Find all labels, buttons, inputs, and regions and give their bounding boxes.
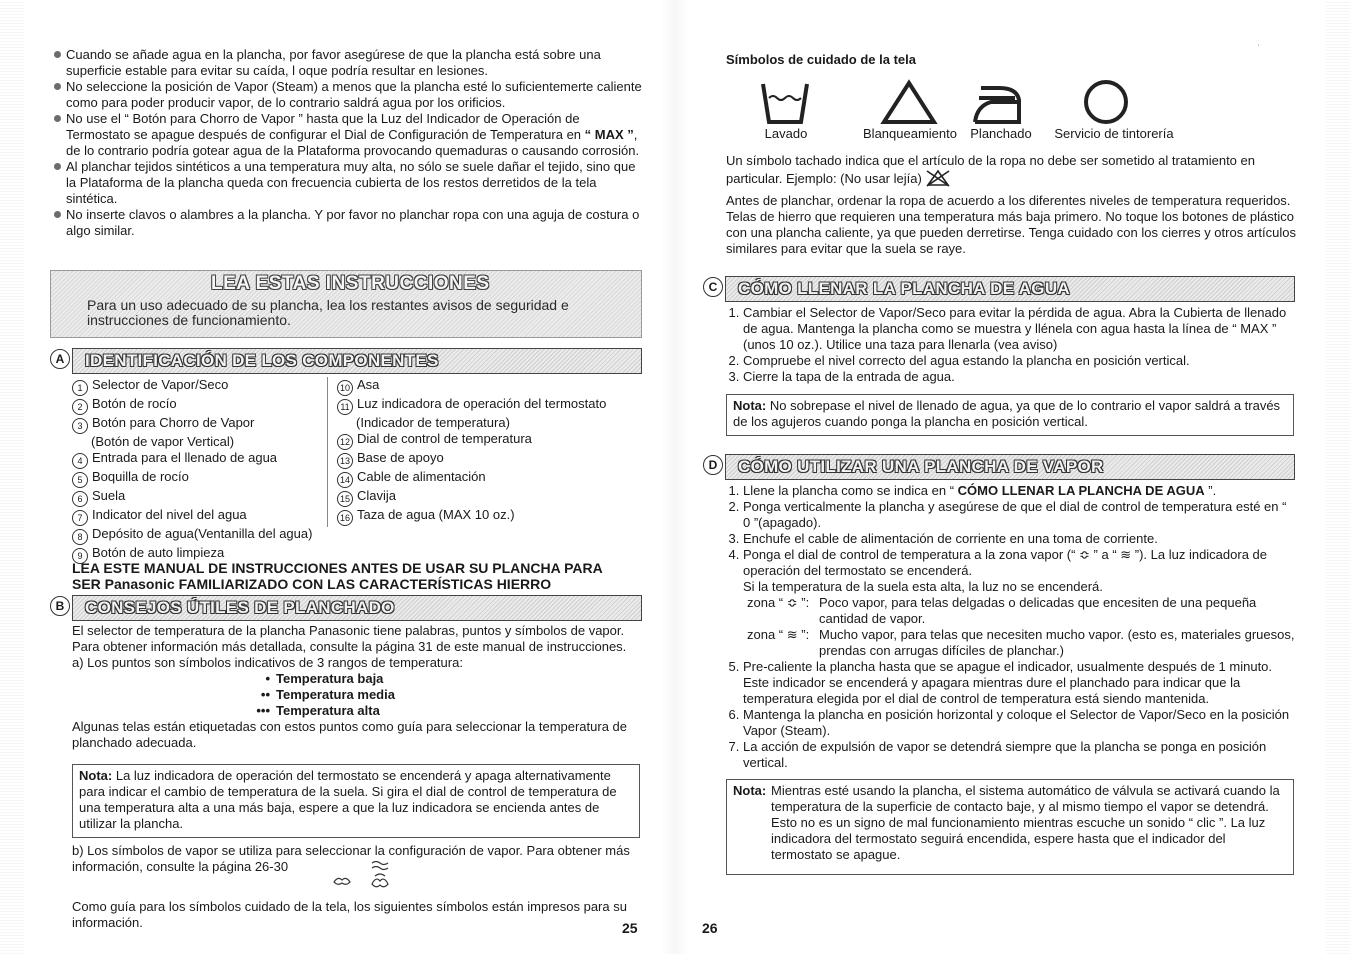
component-label: Base de apoyo (357, 450, 444, 465)
note-label: Nota: (733, 783, 767, 798)
component-label: Suela (92, 488, 126, 503)
step-item: 2. Ponga verticalmente la plancha y asegúrese de que el dial de control de temperatura esté en “ 0 ”(apagado). (743, 499, 1297, 531)
dots-icon: ••• (256, 703, 270, 718)
care-label: Planchado (970, 126, 1032, 141)
step-item: 7. La acción de expulsión de vapor se detendrá siempre que la plancha se ponga en posición vertical. (743, 739, 1297, 771)
bullet-dot-icon (54, 83, 61, 90)
bullet-text: , de lo contrario podría gotear agua de la Plataforma provocando quemaduras o causando corrosión. (66, 127, 640, 158)
note-text: Mientras esté usando la plancha, el sistema automático de válvula se activará cuando la temperatura de la superficie de contacto baje, y al mismo tiempo el vapor se detendrá. Esto no es un signo de mal funcionamiento mientras escuche un sonido “ clic ”. La luz indicadora del termostato seguirá encendida, espere hasta que el indicador del termostato se apague. (771, 783, 1280, 862)
section-b-title: CONSEJOS ÚTILES DE PLANCHADO (85, 598, 395, 617)
component-label: Boquilla de rocío (92, 469, 189, 484)
component-item (337, 450, 637, 469)
component-item (72, 507, 332, 526)
step-text: 4. Ponga el dial de control de temperatura a la zona vapor (“ ≎ ” a “ ≋ ”). La luz indicadora de operación del termostato se encenderá. (743, 547, 1268, 578)
step-item: 2. Compruebe el nivel correcto del agua estando la plancha en posición vertical. (743, 353, 1295, 369)
component-item (72, 450, 332, 469)
section-b-header (72, 595, 642, 621)
paragraph: Para obtener información más detallada, consulte la página 31 de este manual de instrucciones. (72, 639, 627, 654)
components-list-1 (72, 377, 332, 564)
temperature-label: Temperatura media (276, 687, 395, 702)
dots-icon: •• (260, 687, 270, 702)
care-explanation (726, 152, 1296, 187)
step-item: 3. Cierre la tapa de la entrada de agua. (743, 369, 1295, 385)
temperature-list (242, 671, 642, 719)
component-item (72, 488, 332, 507)
section-c-header (725, 276, 1295, 302)
section-c-marker: C (703, 277, 723, 297)
care-label: Servicio de tintorería (1054, 126, 1174, 141)
section-a-header (72, 348, 642, 374)
number-badge: 5 (72, 472, 88, 488)
section-d-note (726, 779, 1294, 875)
component-label: Botón para Chorro de Vapor (92, 415, 255, 430)
temperature-label: Temperatura alta (276, 703, 380, 718)
bullet-dot-icon (54, 51, 61, 58)
bullet-text: Cuando se añade agua en la plancha, por favor asegúrese de que la plancha está sobre una superficie estable para evitar su caída, l oque podría resultar en lesiones. (66, 47, 601, 78)
step-item: 5. Pre-caliente la plancha hasta que se apague el indicador, usualmente después de 1 minuto. Este indicador se encenderá y apagara mientras dure el planchado para indicar que la temperatura elegida por el dial de control de temperatura está siendo mantenida. (743, 659, 1297, 707)
components-list-2 (337, 377, 637, 526)
sorting-advice (726, 193, 1298, 257)
section-d-header (725, 454, 1295, 480)
step-item: 6. Mantenga la plancha en posición horizontal y coloque el Selector de Vapor/Seco en la posición Vapor (Steam). (743, 707, 1297, 739)
bullet-item (52, 79, 644, 111)
banner-title: LEA ESTAS INSTRUCCIONES (211, 273, 490, 294)
zone-row (743, 627, 1297, 659)
component-item (337, 507, 637, 526)
component-label: Cable de alimentación (357, 469, 486, 484)
component-item (337, 415, 637, 431)
steam-symbol-icon (332, 860, 402, 890)
paragraph: Un símbolo tachado indica que el artículo de la ropa no debe ser sometido al tratamiento en particular. Ejemplo: (No usar lejía) (726, 153, 1255, 186)
page-number-right: 26 (702, 920, 718, 936)
safety-bullets (52, 47, 644, 239)
temperature-item (242, 703, 642, 719)
bullet-dot-icon (54, 163, 61, 170)
bullet-item (52, 207, 644, 239)
zone-text: Mucho vapor, para telas que necesiten mucho vapor. (esto es, materiales gruesos, prendas con arrugas difíciles de planchar.) (819, 627, 1295, 658)
section-c-title: CÓMO LLENAR LA PLANCHA DE AGUA (738, 279, 1070, 298)
section-d-title: CÓMO UTILIZAR UNA PLANCHA DE VAPOR (738, 457, 1104, 476)
page-right (675, 0, 1350, 954)
component-item (337, 396, 637, 415)
component-item (72, 377, 332, 396)
section-b-note (72, 764, 640, 838)
temperature-label: Temperatura baja (276, 671, 384, 686)
component-label: Depósito de agua(Ventanilla del agua) (92, 526, 313, 541)
number-badge: 14 (337, 472, 353, 488)
section-b-care (72, 899, 637, 931)
number-badge: 7 (72, 510, 88, 526)
manual-warning-line: SER Panasonic FAMILIARIZADO CON LAS CARACTERÍSTICAS HIERRO (72, 576, 552, 592)
note-text: La luz indicadora de operación del termostato se encenderá y apaga alternativamente para indicar el cambio de temperatura de la suela. Si gira el dial de control de temperatura de una temperatura alta a una más baja, espere a que la luz indicadora se encienda antes de utilizar la plancha. (79, 768, 617, 831)
step-text: Llene la plancha como se indica en “ (743, 483, 955, 498)
number-badge: 12 (337, 434, 353, 450)
component-label: Botón de auto limpieza (92, 545, 225, 560)
components-divider (327, 377, 328, 527)
paragraph: a) Los puntos son símbolos indicativos de 3 rangos de temperatura: (72, 655, 463, 670)
bullet-text: No use el “ Botón para Chorro de Vapor ” hasta que la Luz del Indicador de Operación de Termostato se apague después de configurar el Dial de Configuración de Temperatura en (66, 111, 582, 142)
section-a-marker: A (50, 349, 70, 369)
number-badge: 13 (337, 453, 353, 469)
step-item (743, 483, 1297, 499)
section-d-marker: D (703, 455, 723, 475)
temperature-item (242, 687, 642, 703)
care-symbols-title: Símbolos de cuidado de la tela (726, 52, 916, 67)
number-badge: 4 (72, 453, 88, 469)
paragraph: b) Los símbolos de vapor se utiliza para seleccionar la configuración de vapor. Para obtener más información, consulte la página 26-30 (72, 843, 630, 874)
component-item (72, 396, 332, 415)
number-badge: 3 (72, 418, 88, 434)
bullet-dot-icon (54, 211, 61, 218)
zone-label: zona “ ≋ ”: (747, 627, 810, 642)
step-item (743, 547, 1297, 659)
component-item (72, 434, 332, 450)
component-label: Dial de control de temperatura (357, 431, 532, 446)
care-icons (759, 78, 1179, 128)
no-bleach-icon (925, 169, 951, 187)
note-row (733, 783, 1287, 863)
section-b-body (72, 623, 642, 751)
number-badge: 1 (72, 380, 88, 396)
banner-text: Para un uso adecuado de su plancha, lea los restantes avisos de seguridad e instrucciones de funcionamiento. (87, 297, 569, 328)
number-badge: 16 (337, 510, 353, 526)
component-item (337, 469, 637, 488)
page-number-left: 25 (622, 920, 638, 936)
zone-row (743, 595, 1297, 627)
component-label: Botón de rocío (92, 396, 177, 411)
component-label: Clavija (357, 488, 397, 503)
step-text-bold: CÓMO LLENAR LA PLANCHA DE AGUA (957, 483, 1205, 498)
component-label: Taza de agua (MAX 10 oz.) (357, 507, 515, 522)
bullet-text: Al planchar tejidos sintéticos a una temperatura muy alta, no sólo se suele dañar el tejido, sino que la Plataforma de la plancha queda con frecuencia cubierta de los restos derretidos de la tela sintética. (66, 159, 636, 206)
zone-label: zona “ ≎ ”: (747, 595, 810, 610)
component-item (72, 469, 332, 488)
component-label: Asa (357, 377, 380, 392)
component-label: (Botón de vapor Vertical) (91, 434, 235, 449)
manual-warning (72, 560, 662, 592)
bullet-item (52, 111, 644, 159)
paragraph: Algunas telas están etiquetadas con estos puntos como guía para seleccionar la temperatura de planchado adecuada. (72, 719, 628, 750)
bullet-item (52, 159, 644, 207)
note-label: Nota: (79, 768, 113, 783)
paragraph: Como guía para los símbolos cuidado de la tela, los siguientes símbolos están impresos para su información. (72, 899, 627, 930)
number-badge: 6 (72, 491, 88, 507)
component-item (72, 415, 332, 434)
step-item: 3. Enchufe el cable de alimentación de corriente en una toma de corriente. (743, 531, 1297, 547)
number-badge: 10 (337, 380, 353, 396)
manual-warning-line: LEA ESTE MANUAL DE INSTRUCCIONES ANTES DE USAR SU PLANCHA PARA (72, 560, 603, 576)
bullet-text: No inserte clavos o alambres a la plancha. Y por favor no planchar ropa con una aguja de costura o algo similar. (66, 207, 640, 238)
number-badge: 9 (72, 548, 88, 564)
component-label: Indicator del nivel del agua (92, 507, 247, 522)
note-label: Nota: (733, 398, 767, 413)
section-a-title: IDENTIFICACIÓN DE LOS COMPONENTES (85, 351, 439, 370)
number-badge: 8 (72, 529, 88, 545)
paragraph: El selector de temperatura de la plancha Panasonic tiene palabras, puntos y símbolos de vapor. (72, 623, 625, 638)
read-instructions-banner (50, 270, 642, 338)
component-item (337, 377, 637, 396)
temperature-item (242, 671, 642, 687)
component-label: Luz indicadora de operación del termostato (357, 396, 607, 411)
bleach-icon (884, 83, 934, 122)
number-badge: 2 (72, 399, 88, 415)
bullet-text: No seleccione la posición de Vapor (Steam) a menos que la plancha esté lo suficientemerte caliente como para poder producir vapor, de lo contrario saldrá agua por los orificios. (66, 79, 642, 110)
section-c-steps (723, 305, 1295, 385)
drycleaning-icon (1086, 82, 1126, 122)
number-badge: 11 (337, 399, 353, 415)
care-symbols-row (759, 78, 1179, 148)
section-c-note (726, 394, 1294, 436)
step-item: 1. Cambiar el Selector de Vapor/Seco para evitar la pérdida de agua. Abra la Cubierta de llenado de agua. Mantenga la plancha como se muestra y llénela con agua hasta la línea de “ MAX ” (unos 10 oz.). Utilice una taza para llenarla (vea aviso) (743, 305, 1295, 353)
page-corner-mark: ˈ (1257, 44, 1261, 55)
dots-icon: • (265, 671, 270, 686)
component-item (72, 526, 332, 545)
bullet-dot-icon (54, 115, 61, 122)
steam-symbols (332, 860, 402, 890)
washing-icon (763, 84, 807, 122)
step-text: Si la temperatura de la suela esta alta, la luz no se encenderá. (743, 579, 1103, 594)
component-item (337, 488, 637, 507)
care-label: Blanqueamiento (863, 126, 957, 141)
bullet-item (52, 47, 644, 79)
step-text: ”. (1208, 483, 1217, 498)
component-label: Selector de Vapor/Seco (92, 377, 229, 392)
component-label: (Indicador de temperatura) (356, 415, 510, 430)
section-d-steps (723, 483, 1297, 771)
note-text: No sobrepase el nivel de llenado de agua, ya que de lo contrario el vapor saldrá a través de los agujeros cuando ponga la plancha en posición vertical. (733, 398, 1281, 429)
zone-text: Poco vapor, para telas delgadas o delicadas que encesiten de una pequeña cantidad de vapor. (819, 595, 1257, 626)
section-b-marker: B (50, 596, 70, 616)
component-item (337, 431, 637, 450)
paragraph: Antes de planchar, ordenar la ropa de acuerdo a los diferentes niveles de temperatura requeridos. Telas de hierro que requieren una temperatura más baja primero. No toque los botones de plástico con una plancha caliente, ya que pueden derretirse. Tenga cuidado con los cierres y otros artículos similares para evitar que la suela se raye. (726, 193, 1296, 256)
care-label: Lavado (764, 126, 808, 141)
max-label: “ MAX ” (584, 127, 634, 142)
component-label: Entrada para el llenado de agua (92, 450, 278, 465)
number-badge: 15 (337, 491, 353, 507)
ironing-icon (975, 88, 1019, 122)
